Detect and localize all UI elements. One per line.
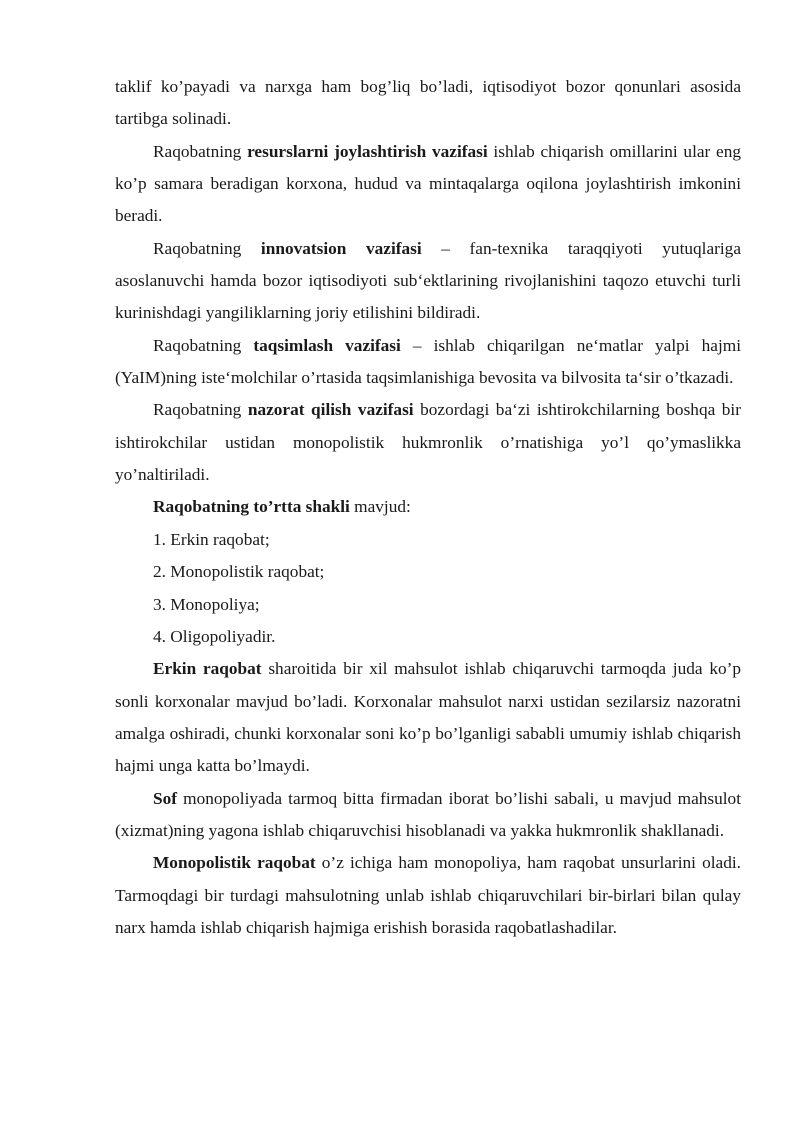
- paragraph-innovation: [115, 233, 741, 330]
- list-item: 2. Monopolistik raqobat;: [153, 562, 325, 582]
- paragraph-resource-allocation: [115, 136, 741, 233]
- paragraph-text: ishlab chiqarish omillarini ular eng ko’p samara beradigan korxona, hudud va mintaqalarga oqilona joylashtirish imkonini beradi.: [115, 141, 741, 226]
- paragraph-text: Raqobatning: [153, 400, 248, 420]
- paragraph-text: taklif ko’payadi va narxga ham bog’liq bo’ladi, iqtisodiyot bozor qonunlari asosida tartibga solinadi.: [115, 77, 741, 129]
- paragraph-text: mavjud:: [349, 497, 411, 517]
- list-item: 3. Monopoliya;: [153, 594, 260, 614]
- paragraph-text: Raqobatning: [153, 238, 261, 258]
- paragraph-text: o’z ichiga ham monopoliya, ham raqobat unsurlarini oladi. Tarmoqdagi bir turdagi mahsulotning unlab ishlab chiqaruvchilari bir-birlari bilan qulay narx hamda ishlab chiqarish hajmiga erishish borasida raqobatlashadilar.: [115, 853, 741, 937]
- document-page: [115, 71, 741, 944]
- paragraph-distribution: [115, 330, 741, 395]
- paragraph-control: [115, 394, 741, 491]
- bold-term: Erkin raqobat: [153, 659, 262, 679]
- bold-term: Sof: [153, 788, 178, 808]
- bold-term: innovatsion vazifasi: [260, 238, 422, 258]
- paragraph-text: bozordagi ba‘zi ishtirokchilarning boshqa bir ishtirokchilar ustidan monopolistik hukmronlik o’rnatishiga yo’l qo’ymaslikka yo’naltiriladi.: [115, 400, 741, 485]
- paragraph-free-competition: [115, 653, 741, 782]
- paragraph-pure-monopoly: [115, 783, 741, 848]
- paragraph-continuation: [115, 71, 741, 136]
- paragraph-text: – fan-texnika taraqqiyoti yutuqlariga asoslanuvchi hamda bozor iqtisodiyoti sub‘ektlarining rivojlanishini taqozo etuvchi turli kurinishdagi yangiliklarning joriy etilishini bildiradi.: [115, 238, 741, 323]
- bold-term: resurslarni joylashtirish vazifasi: [247, 141, 488, 161]
- paragraph-forms-intro: [115, 491, 741, 523]
- list-item: 4. Oligopoliyadir.: [153, 626, 276, 646]
- bold-term: Monopolistik raqobat: [153, 853, 316, 873]
- paragraph-text: – ishlab chiqarilgan ne‘matlar yalpi hajmi (YaIM)ning iste‘molchilar o’rtasida taqsimlanishiga bevosita va bilvosita ta‘sir o’tkazadi.: [115, 335, 741, 388]
- paragraph-text: Raqobatning: [153, 141, 248, 161]
- list-item: 1. Erkin raqobat;: [153, 529, 270, 549]
- bold-term: taqsimlash vazifasi: [253, 335, 401, 355]
- paragraph-monopolistic-competition: [115, 847, 741, 944]
- bold-term: nazorat qilish vazifasi: [247, 400, 414, 420]
- bold-term: Raqobatning to’rtta shakli: [153, 497, 350, 517]
- paragraph-text: Raqobatning: [153, 335, 254, 355]
- paragraph-text: sharoitida bir xil mahsulot ishlab chiqaruvchi tarmoqda juda ko’p sonli korxonalar mavjud bo’ladi. Korxonalar mahsulot narxi ustidan sezilarsiz nazoratni amalga oshiradi, chunki korxonalar soni ko’p bo’lganligi sababli umumiy ishlab chiqarish hajmi unga katta bo’lmaydi.: [115, 659, 741, 776]
- paragraph-text: monopoliyada tarmoq bitta firmadan iborat bo’lishi sabali, u mavjud mahsulot (xizmat)ning yagona ishlab chiqaruvchisi hisoblanadi va yakka hukmronlik shakllanadi.: [115, 788, 741, 840]
